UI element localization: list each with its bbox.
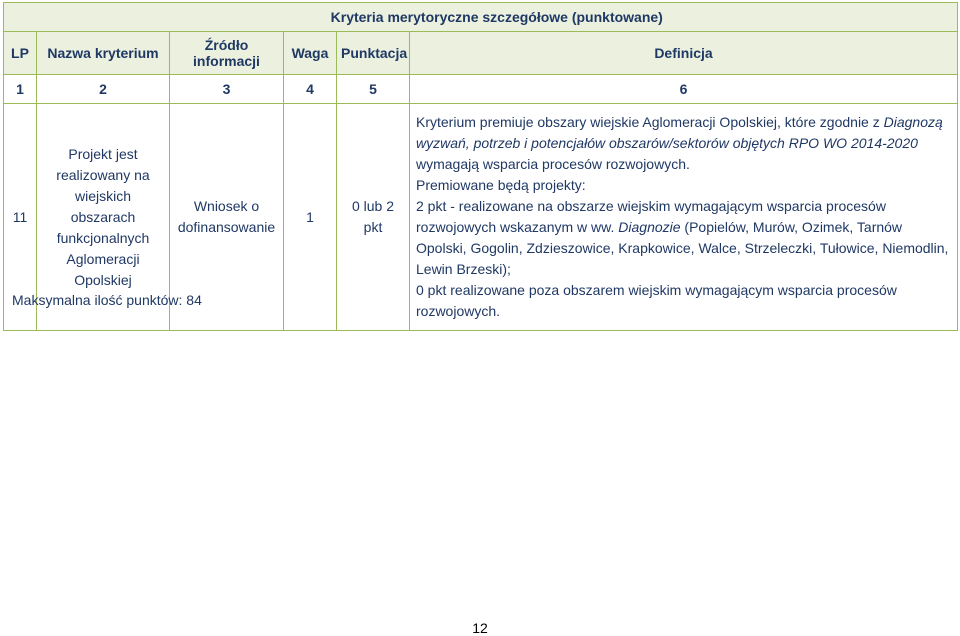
row-nazwa-line: realizowany na (56, 166, 150, 183)
row-definicja (410, 104, 958, 331)
definition-paragraph: 0 pkt realizowane poza obszarem wiejskim wymagającym wsparcia procesów rozwojowych. (416, 282, 897, 319)
header-nazwa: Nazwa kryterium (37, 32, 170, 75)
definition-text: wymagają wsparcia procesów rozwojowych. (416, 156, 690, 172)
column-number: 2 (37, 75, 170, 104)
definition-paragraph (416, 112, 951, 175)
header-zrodlo-line1: Źródło (204, 37, 249, 53)
column-number: 6 (410, 75, 958, 104)
definition-text: Kryterium premiuje obszary wiejskie Aglomeracji Opolskiej, które zgodnie z (416, 114, 884, 130)
row-nazwa-line: Opolskiej (74, 271, 132, 288)
row-zrodlo-line: dofinansowanie (177, 219, 276, 235)
definition-italic-text: Diagnozą wyzwań, potrzeb i potencjałów obszarów/sektorów objętych RPO WO 2014-2020 (416, 114, 943, 151)
header-lp: LP (4, 32, 37, 75)
column-number: 1 (4, 75, 37, 104)
criteria-table (3, 2, 958, 331)
header-definicja: Definicja (410, 32, 958, 75)
row-zrodlo-line: Wniosek o (193, 198, 260, 214)
column-number: 4 (284, 75, 337, 104)
table-title-row (4, 3, 958, 32)
row-punktacja (337, 104, 410, 331)
row-nazwa-line: funkcjonalnych (56, 229, 150, 246)
row-waga: 1 (284, 104, 337, 331)
column-number: 5 (337, 75, 410, 104)
header-zrodlo-line2: informacji (193, 53, 260, 69)
row-punktacja-line: 0 lub 2 (351, 198, 395, 214)
row-nazwa-line: Projekt jest (68, 145, 138, 162)
column-number: 3 (170, 75, 284, 104)
page-number: 12 (472, 620, 488, 636)
header-zrodlo (170, 32, 284, 75)
row-nazwa-line: wiejskich obszarach (70, 187, 136, 225)
max-points-summary: Maksymalna ilość punktów: 84 (12, 292, 202, 308)
row-punktacja-line: pkt (363, 219, 383, 235)
definition-text: (Popielów, Murów, Ozimek, Tarnów Opolski, Gogolin, Zdzieszowice, Krapkowice, Walce, Strzeleczki, Tułowice, Niemodlin, Lewin Brzeski); (416, 219, 949, 277)
column-number-row (4, 75, 958, 104)
row-nazwa-line: Aglomeracji (66, 250, 140, 267)
table-title: Kryteria merytoryczne szczegółowe (punktowane) (37, 3, 958, 32)
header-waga: Waga (284, 32, 337, 75)
header-row (4, 32, 958, 75)
header-punktacja: Punktacja (337, 32, 410, 75)
definition-paragraph: Premiowane będą projekty: (416, 177, 586, 193)
definition-paragraph (416, 196, 951, 280)
definition-italic-text: Diagnozie (618, 219, 681, 235)
definition-text: 2 pkt - realizowane na obszarze wiejskim wymagającym wsparcia procesów rozwojowych wskazanym w ww. (416, 198, 886, 235)
row-lp: 11 (4, 104, 37, 331)
